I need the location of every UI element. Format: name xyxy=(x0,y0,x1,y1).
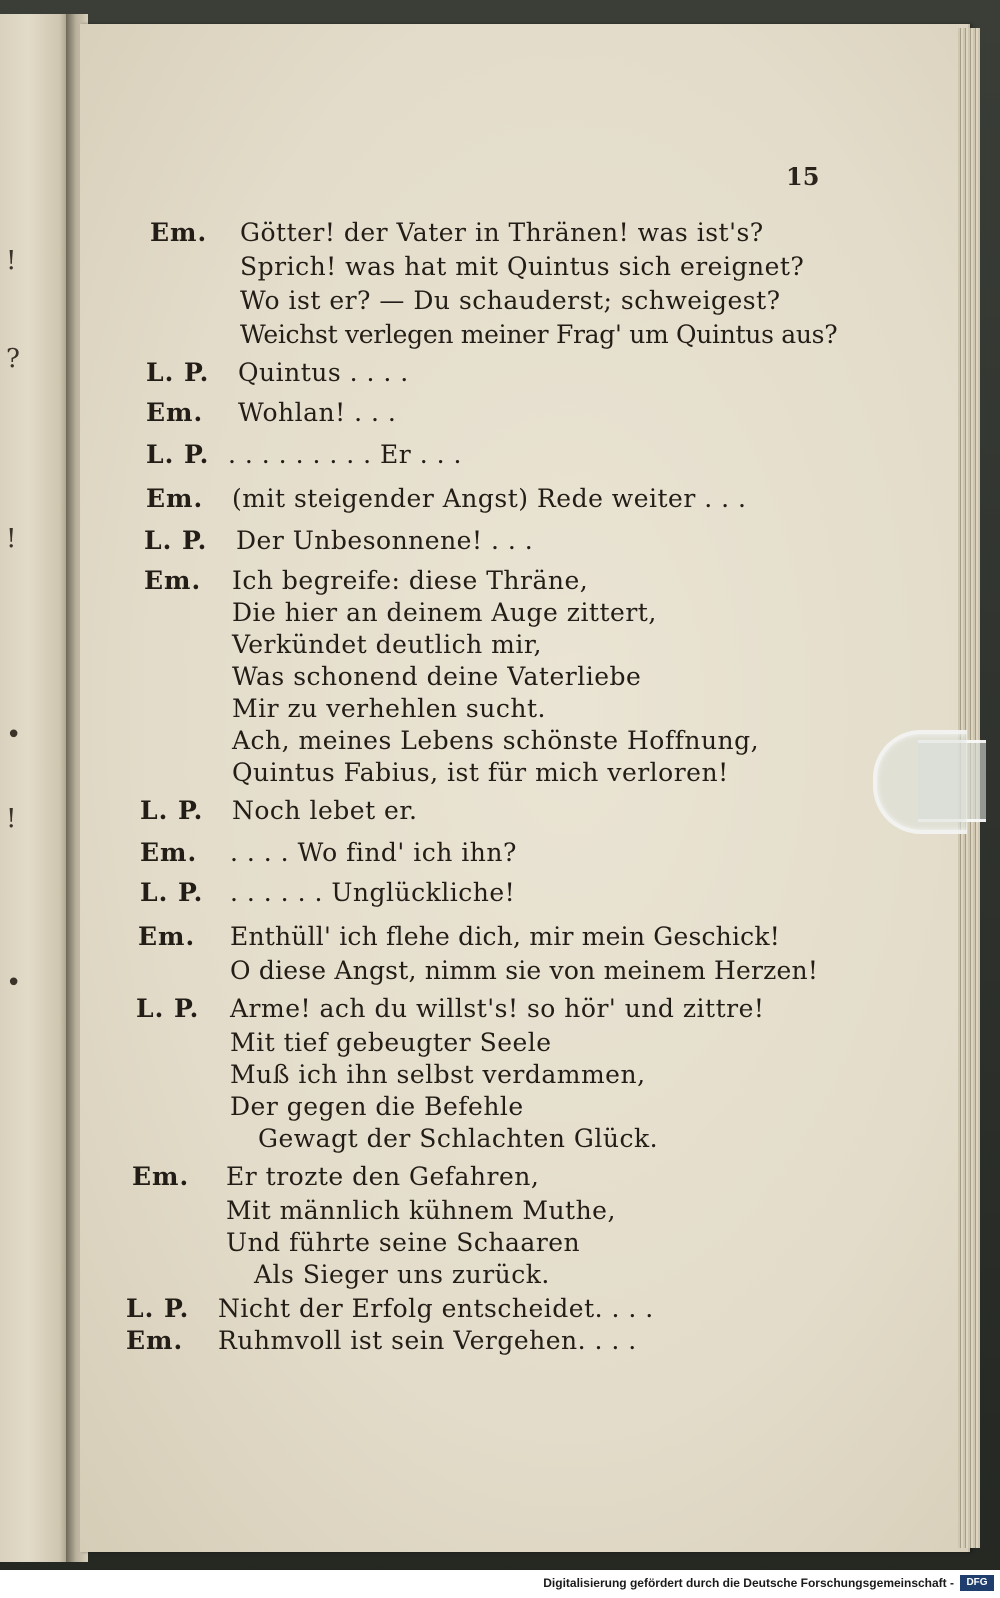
verse-line: O diese Angst, nimm sie von meinem Herzen! xyxy=(230,956,819,985)
page-clip xyxy=(873,730,967,834)
verse-line: Quintus . . . . xyxy=(238,358,409,387)
verse-line: Als Sieger uns zurück. xyxy=(254,1260,550,1289)
verse-line: Gewagt der Schlachten Glück. xyxy=(258,1124,659,1153)
digitization-footer xyxy=(0,1570,1000,1598)
verse-line: Und führte seine Schaaren xyxy=(226,1228,581,1257)
verse-line: Was schonend deine Vaterliebe xyxy=(232,662,642,691)
speaker-label: Em. xyxy=(132,1162,190,1191)
verse-line: Die hier an deinem Auge zittert, xyxy=(232,598,657,627)
verse-line: Ruhmvoll ist sein Vergehen. . . . xyxy=(218,1326,637,1355)
verse-line: Quintus Fabius, ist für mich verloren! xyxy=(232,758,729,787)
speaker-label: Em. xyxy=(150,218,208,247)
verse-line: . . . . . . Unglückliche! xyxy=(230,878,516,907)
speaker-label: Em. xyxy=(140,838,198,867)
verse-line: Götter! der Vater in Thränen! was ist's? xyxy=(240,218,764,247)
speaker-label: Em. xyxy=(146,398,204,427)
verse-line: (mit steigender Angst) Rede weiter . . . xyxy=(232,484,747,513)
verse-line: Noch lebet er. xyxy=(232,796,418,825)
speaker-label: Em. xyxy=(126,1326,184,1355)
left-page-mark: ! xyxy=(6,804,17,834)
speaker-label: Em. xyxy=(144,566,202,595)
speaker-label: L. P. xyxy=(144,526,208,555)
verse-line: Wohlan! . . . xyxy=(238,398,397,427)
verse-line: Enthüll' ich flehe dich, mir mein Geschick! xyxy=(230,922,780,951)
speaker-label: L. P. xyxy=(146,358,210,387)
dfg-logo: DFG xyxy=(960,1575,994,1591)
verse-line: Weichst verlegen meiner Frag' um Quintus aus? xyxy=(240,320,838,349)
verse-line: Er trozte den Gefahren, xyxy=(226,1162,540,1191)
verse-line: Der gegen die Befehle xyxy=(230,1092,524,1121)
verse-line: . . . . Wo find' ich ihn? xyxy=(230,838,517,867)
page-number: 15 xyxy=(786,162,820,191)
verse-line: Arme! ach du willst's! so hör' und zittre! xyxy=(230,994,765,1023)
speaker-label: L. P. xyxy=(136,994,200,1023)
verse-line: Ich begreife: diese Thräne, xyxy=(232,566,589,595)
verse-line: Der Unbesonnene! . . . xyxy=(236,526,534,555)
speaker-label: L. P. xyxy=(140,878,204,907)
verse-line: Sprich! was hat mit Quintus sich ereignet? xyxy=(240,252,805,281)
verse-line: Mir zu verhehlen sucht. xyxy=(232,694,546,723)
funding-credit: Digitalisierung gefördert durch die Deutsche Forschungsgemeinschaft - xyxy=(543,1576,954,1590)
left-page-mark: • xyxy=(6,720,22,750)
left-page-mark: ! xyxy=(6,246,17,276)
left-page-mark: ? xyxy=(6,344,20,374)
verse-line: Ach, meines Lebens schönste Hoffnung, xyxy=(232,726,760,755)
verse-line: Mit tief gebeugter Seele xyxy=(230,1028,552,1057)
left-page-mark: ! xyxy=(6,524,17,554)
speaker-label: Em. xyxy=(146,484,204,513)
verse-line: Mit männlich kühnem Muthe, xyxy=(226,1196,616,1225)
previous-page-fragment xyxy=(0,14,70,1562)
verse-line: Muß ich ihn selbst verdammen, xyxy=(230,1060,646,1089)
verse-line: Wo ist er? — Du schauderst; schweigest? xyxy=(240,286,781,315)
speaker-label: L. P. xyxy=(126,1294,190,1323)
speaker-label: L. P. xyxy=(146,440,210,469)
left-page-mark: • xyxy=(6,968,22,998)
speaker-label: Em. xyxy=(138,922,196,951)
verse-line: . . . . . . . . . Er . . . xyxy=(228,440,462,469)
verse-line: Verkündet deutlich mir, xyxy=(232,630,542,659)
speaker-label: L. P. xyxy=(140,796,204,825)
verse-line: Nicht der Erfolg entscheidet. . . . xyxy=(218,1294,654,1323)
